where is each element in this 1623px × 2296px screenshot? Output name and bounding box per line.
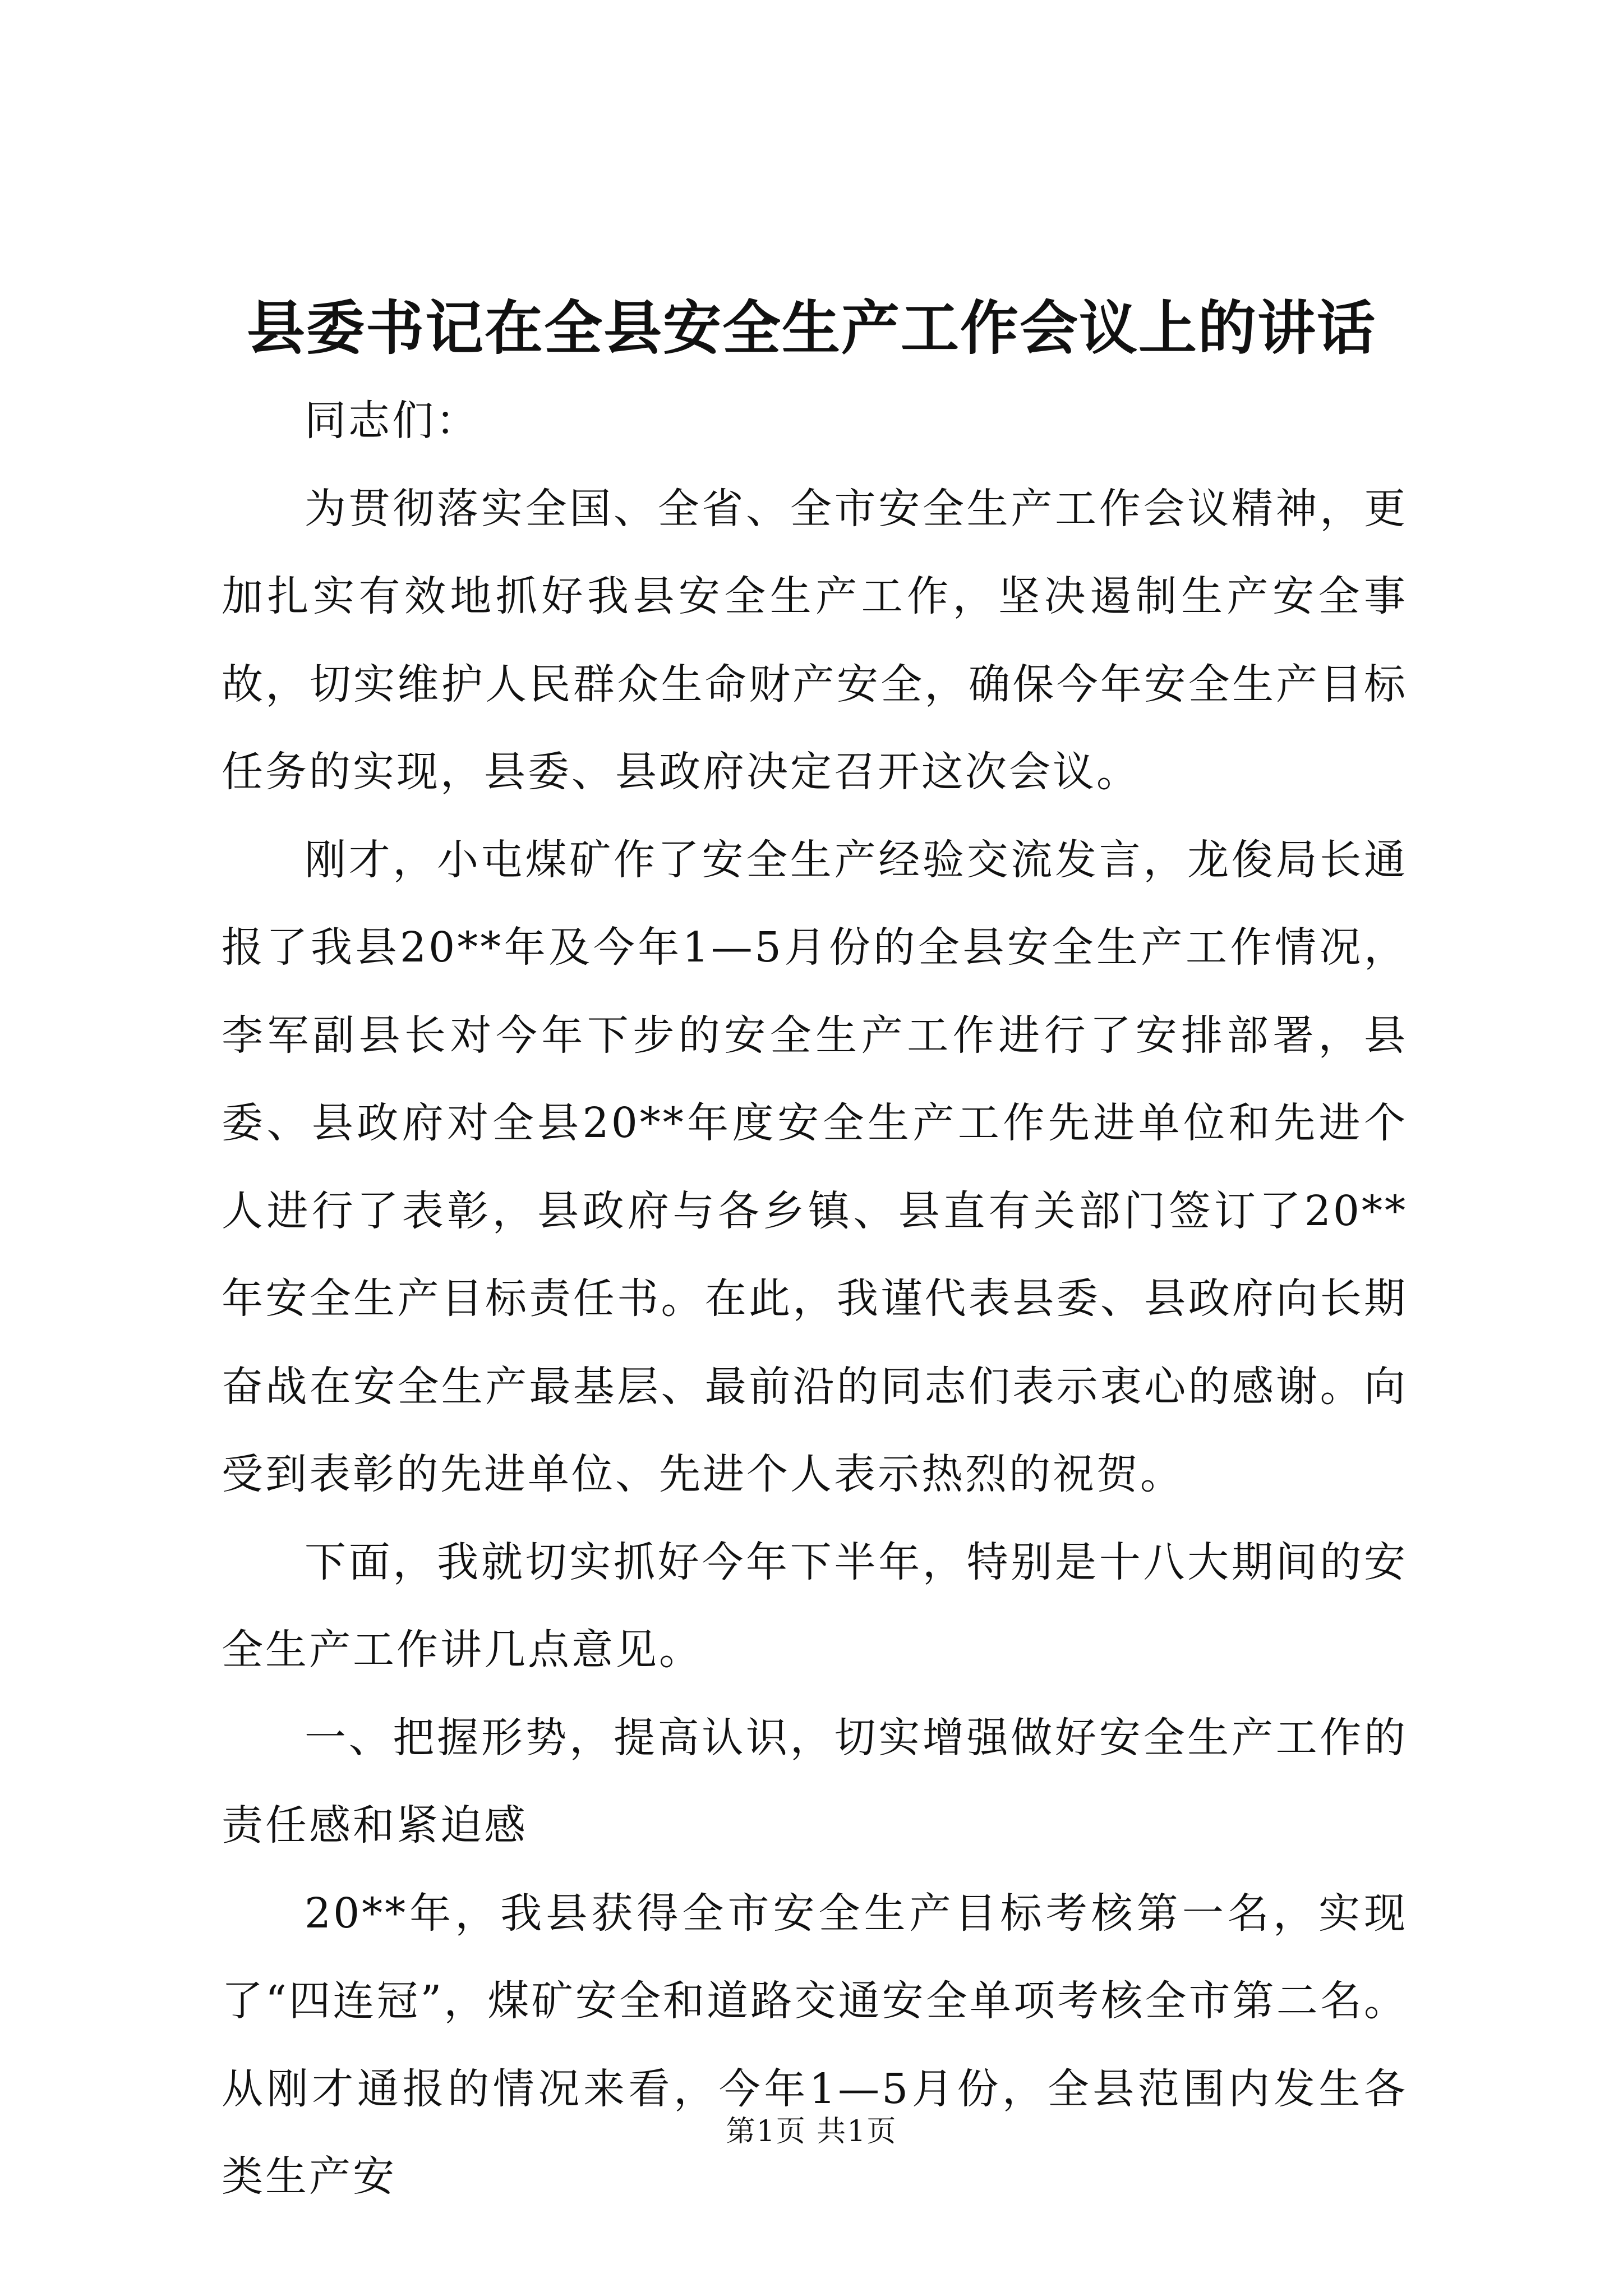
document-body: [222, 377, 1408, 2221]
section-heading-paragraph: 一、把握形势，提高认识，切实增强做好安全生产工作的责任感和紧迫感: [222, 1713, 1408, 1849]
body-paragraph: 刚才，小屯煤矿作了安全生产经验交流发言，龙俊局长通报了我县20**年及今年1—5月份的全县安全生产工作情况，李军副县长对今年下步的安全生产工作进行了安排部署，县委、县政府对全县20**年度安全生产工作先进单位和先进个人进行了表彰，县政府与各乡镇、县直有关部门签订了20**年安全生产目标责任书。在此，我谨代表县委、县政府向长期奋战在安全生产最基层、最前沿的同志们表示衷心的感谢。向受到表彰的先进单位、先进个人表示热烈的祝贺。: [222, 835, 1408, 1498]
salutation-paragraph: 同志们：: [305, 397, 479, 445]
body-paragraph: 为贯彻落实全国、全省、全市安全生产工作会议精神，更加扎实有效地抓好我县安全生产工作，坚决遏制生产安全事故，切实维护人民群众生命财产安全，确保今年安全生产目标任务的实现，县委、县政府决定召开这次会议。: [222, 484, 1408, 796]
body-paragraph: 20**年，我县获得全市安全生产目标考核第一名，实现了“四连冠”，煤矿安全和道路交通安全单项考核全市第二名。从刚才通报的情况来看，今年1—5月份，全县范围内发生各类生产安: [222, 1889, 1408, 2201]
body-paragraph: 下面，我就切实抓好今年下半年，特别是十八大期间的安全生产工作讲几点意见。: [222, 1538, 1408, 1674]
page-footer: 第1页 共1页: [726, 2115, 897, 2148]
document-title: 县委书记在全县安全生产工作会议上的讲话: [246, 293, 1376, 362]
